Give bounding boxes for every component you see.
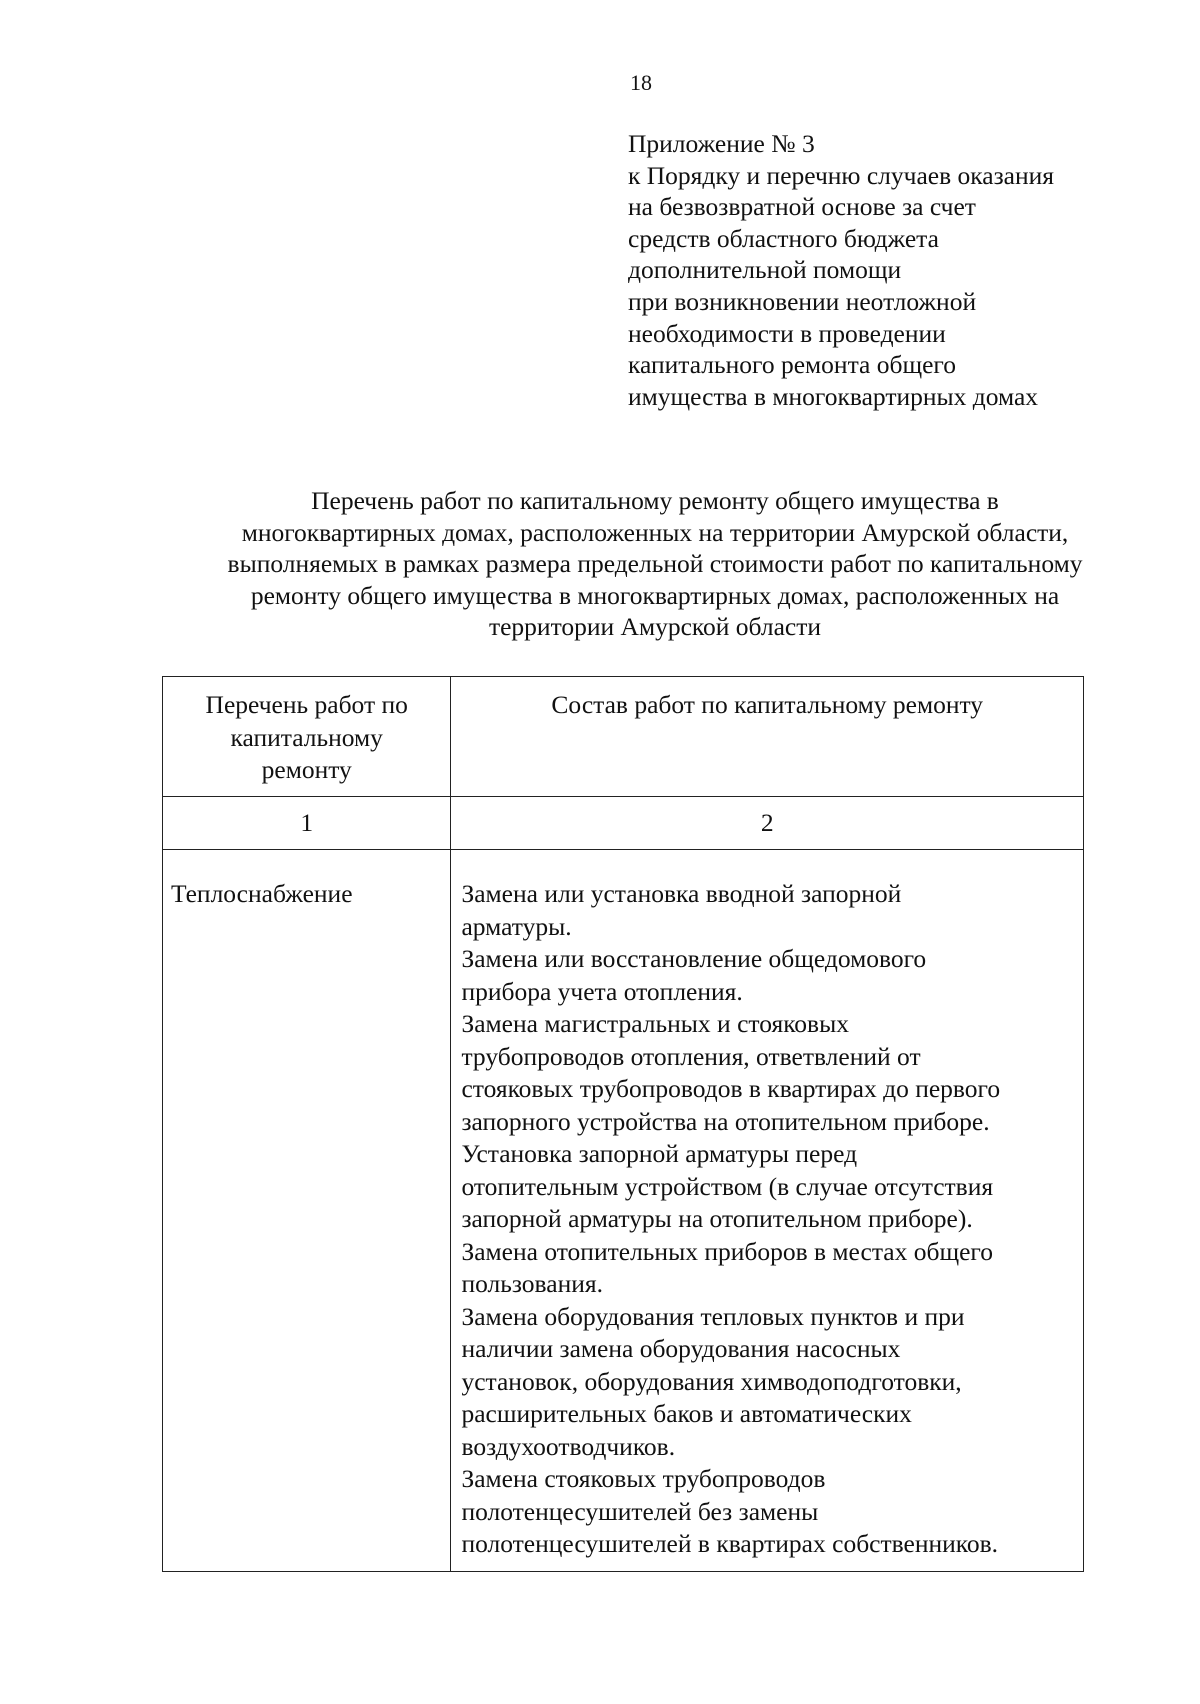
- column-number-1: 1: [163, 797, 451, 850]
- appendix-line: капитального ремонта общего: [628, 350, 956, 380]
- appendix-note: [628, 128, 1054, 412]
- table-row: [163, 850, 1084, 1572]
- works-table: [162, 676, 1084, 1572]
- composition-line: полотенцесушителей без замены: [461, 1496, 819, 1526]
- header-line: капитальному: [230, 722, 383, 752]
- column-number-2: 2: [451, 797, 1084, 850]
- appendix-line: при возникновении неотложной: [628, 286, 977, 316]
- table-number-row: [163, 797, 1084, 850]
- composition-line: прибора учета отопления.: [461, 976, 743, 1006]
- composition-line: арматуры.: [461, 911, 572, 941]
- composition-line: отопительным устройством (в случае отсутствия: [461, 1171, 994, 1201]
- composition-line: Замена оборудования тепловых пунктов и при: [461, 1301, 965, 1331]
- title-line: многоквартирных домах, расположенных на территории Амурской области,: [241, 517, 1069, 547]
- composition-line: Замена магистральных и стояковых: [461, 1009, 849, 1038]
- appendix-line: на безвозвратной основе за счет: [628, 192, 976, 222]
- composition-line: воздухоотводчиков.: [461, 1431, 676, 1461]
- appendix-line: необходимости в проведении: [628, 318, 946, 348]
- title-line: Перечень работ по капитальному ремонту общего имущества в: [311, 486, 999, 515]
- header-line: ремонту: [261, 755, 352, 784]
- composition-line: Замена или установка вводной запорной: [461, 879, 902, 908]
- composition-line: установок, оборудования химводоподготовки,: [461, 1366, 962, 1396]
- appendix-line: дополнительной помощи: [628, 255, 902, 285]
- composition-line: трубопроводов отопления, ответвлений от: [461, 1041, 921, 1071]
- appendix-line: Приложение № 3: [628, 129, 815, 158]
- appendix-line: средств областного бюджета: [628, 223, 939, 253]
- composition-line: полотенцесушителей в квартирах собственников.: [461, 1529, 999, 1558]
- composition-line: наличии замена оборудования насосных: [461, 1334, 901, 1363]
- composition-line: Замена стояковых трубопроводов: [461, 1464, 826, 1493]
- page-number: 18: [630, 70, 652, 95]
- table-header-row: [163, 677, 1084, 797]
- composition-line: Замена или восстановление общедомового: [461, 944, 927, 973]
- work-composition: [451, 850, 1084, 1572]
- title-line: ремонту общего имущества в многоквартирных домах, расположенных на: [250, 580, 1060, 610]
- title-line: территории Амурской области: [488, 612, 822, 642]
- composition-line: пользования.: [461, 1269, 603, 1298]
- composition-line: Замена отопительных приборов в местах общего: [461, 1236, 993, 1266]
- appendix-line: имущества в многоквартирных домах: [628, 381, 1039, 411]
- composition-line: запорного устройства на отопительном приборе.: [461, 1106, 990, 1136]
- composition-line: запорной арматуры на отопительном приборе).: [461, 1204, 973, 1233]
- header-works-composition: Состав работ по капитальному ремонту: [451, 677, 1084, 797]
- document-title: [150, 485, 1160, 643]
- header-works-list: [163, 677, 451, 797]
- composition-line: Установка запорной арматуры перед: [461, 1139, 858, 1168]
- composition-line: стояковых трубопроводов в квартирах до первого: [461, 1074, 1001, 1103]
- header-line: Перечень работ по: [205, 690, 408, 719]
- composition-line: расширительных баков и автоматических: [461, 1399, 912, 1428]
- appendix-line: к Порядку и перечню случаев оказания: [628, 160, 1055, 190]
- work-item-heat-supply: Теплоснабжение: [163, 850, 451, 1572]
- title-line: выполняемых в рамках размера предельной стоимости работ по капитальному: [227, 549, 1083, 579]
